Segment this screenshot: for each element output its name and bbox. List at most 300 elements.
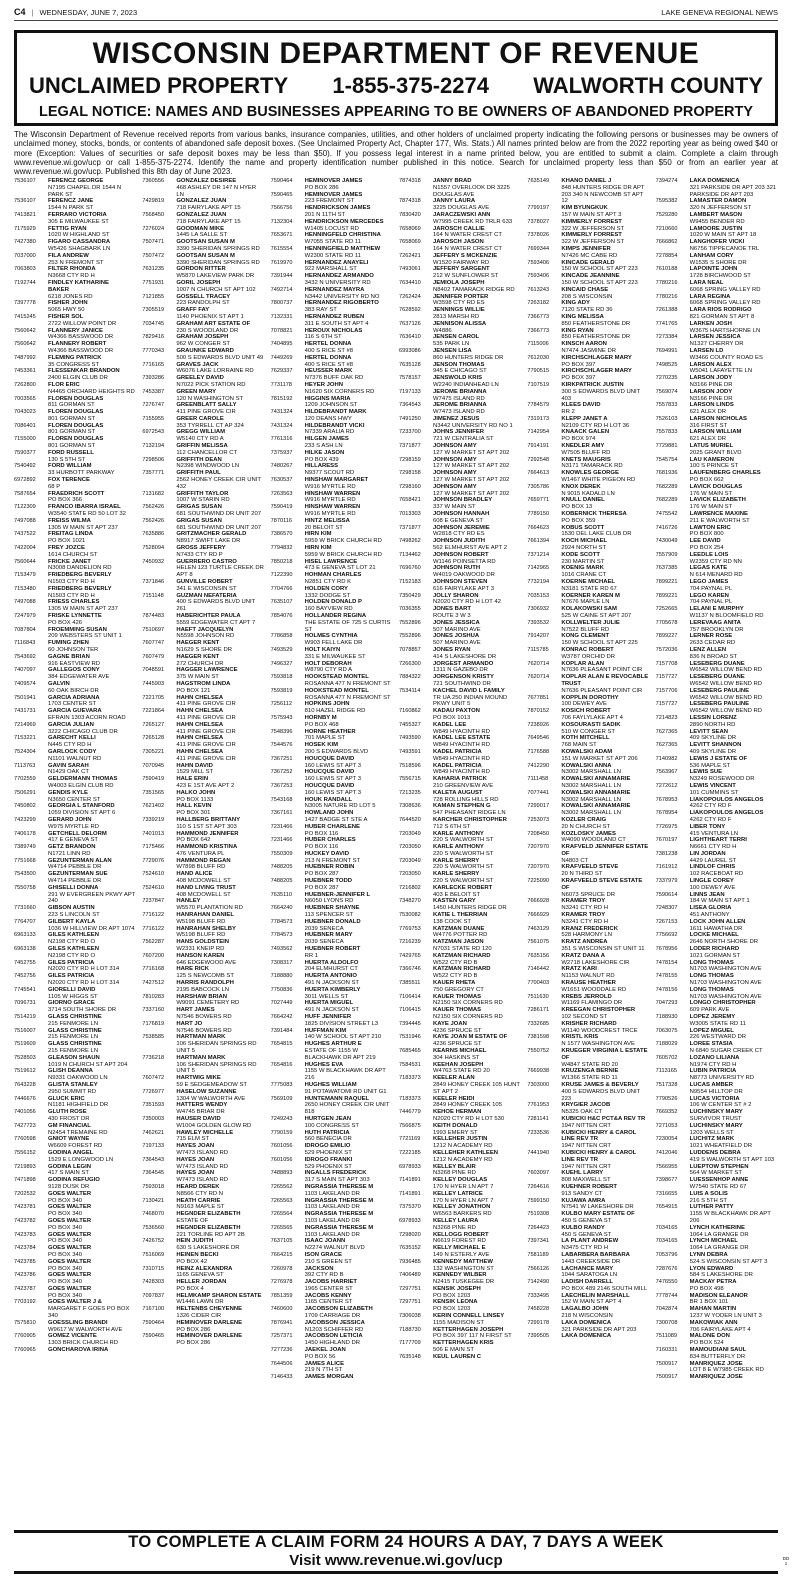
property-id: 7595382: [655, 198, 678, 205]
listing-entry: [527, 1021, 649, 1035]
owner-address: PO BOX 974: [561, 436, 596, 443]
listing-column: [656, 178, 778, 1530]
property-id: 7593018: [142, 1183, 165, 1190]
property-id: 7460600: [270, 1306, 293, 1313]
owner-address: 547 PHEASANT RIDGE LN: [433, 810, 506, 817]
listing-entry: [271, 545, 393, 559]
owner-name: HUNTEMANN RAQUEL: [304, 1095, 370, 1102]
owner-name: GARCIA GUEVARA: [48, 708, 102, 715]
listing-column: [527, 178, 649, 1530]
owner-name: GRIFFITH PAUL: [176, 470, 221, 477]
owner-name: GIORELLI DAVID: [48, 986, 96, 993]
owner-name: LESEBERG DUANE: [689, 674, 745, 681]
property-id: 7507471: [142, 239, 165, 246]
listing-entry: [271, 797, 393, 811]
owner-address: 1103 LAKELAND DR: [304, 1190, 360, 1197]
owner-name: HUGHES EVA: [304, 1061, 344, 1068]
owner-name: FREITAG LINDA: [48, 531, 94, 538]
listing-entry: [527, 287, 649, 301]
owner-name: LEGO JAMES: [689, 579, 729, 586]
listing-entry: [14, 266, 136, 280]
listing-entry: [142, 1198, 264, 1212]
property-id: 7635156: [527, 952, 550, 959]
property-id: 7666928: [527, 898, 550, 905]
listing-entry: [527, 1130, 649, 1150]
property-id: 7264616: [527, 1183, 550, 1190]
listing-entry: [271, 599, 393, 613]
listing-entry: [399, 708, 521, 722]
property-id: 7107519: [527, 381, 550, 388]
owner-name: KNULL DANIEL: [561, 497, 605, 504]
owner-address: W2718 LAKESHORE CIR: [561, 959, 630, 966]
owner-address: 836 N BROAD ST: [689, 653, 738, 660]
property-id: 7381598: [527, 1034, 550, 1041]
owner-name: KOBUS SCOTT: [561, 524, 605, 531]
owner-address: PO BOX 340: [48, 1251, 83, 1258]
owner-name: KINCAID CHASE: [561, 286, 609, 293]
listing-entry: [271, 178, 393, 192]
listing-entry: [142, 198, 264, 212]
owner-name: GREEN MARY: [176, 388, 217, 395]
listing-entry: [656, 552, 778, 566]
owner-address: 2400 ELGIN CLUB DR: [48, 375, 108, 382]
property-id: 7142490: [527, 1279, 550, 1286]
owner-address: 506 E MAIN ST: [433, 1347, 474, 1354]
property-id: 7729076: [142, 857, 165, 864]
owner-name: HAHN CHELSEA: [176, 708, 224, 715]
owner-address: 322 W JEFFERSON ST: [561, 239, 625, 246]
property-id: 7367253: [270, 782, 293, 789]
listing-entry: [527, 402, 649, 416]
property-id: 7635152: [399, 1245, 421, 1252]
listing-entry: [656, 647, 778, 661]
listing-entry: [527, 1034, 649, 1048]
owner-address: 6068 SPRING VALLEY RD: [689, 286, 761, 293]
owner-name: KREBS JERROLD: [561, 993, 612, 1000]
owner-name: KNOX DEREK: [561, 483, 601, 490]
owner-address: 400 S RICE ST #8: [304, 347, 354, 354]
owner-name: JOHNSON BRADLEY: [433, 497, 493, 504]
property-id: 7350003: [142, 1115, 165, 1122]
property-id: 7222185: [399, 1149, 421, 1156]
owner-address: 106 W CENTER ST # 2: [689, 1102, 752, 1109]
listing-entry: [271, 273, 393, 287]
listing-entry: [271, 715, 393, 729]
owner-name: KRANZ FREDERICK: [561, 925, 618, 932]
owner-address: PO BOX 340: [48, 1211, 83, 1218]
owner-address: 564 W MARKET ST: [689, 1170, 742, 1177]
listing-entry: [14, 491, 136, 505]
owner-address: 945 E CHICAGO ST: [433, 368, 487, 375]
listing-entry: [399, 776, 521, 790]
owner-name: FERRARO VICTORIA: [48, 211, 107, 218]
owner-address: W3466 COUNTY ROAD ES: [689, 354, 763, 361]
property-id: 7292548: [527, 456, 550, 463]
owner-address: 1165 CENTER ST: [304, 1299, 353, 1306]
page-folio: C4 | WEDNESDAY, JUNE 7, 2023 LAKE GENEVA REGIONAL NEWS: [14, 7, 778, 17]
listing-entry: [656, 1164, 778, 1178]
owner-address: PO BOX 287: [304, 871, 339, 878]
owner-name: KOZLOSKY JAMES: [561, 830, 616, 837]
property-id: 7914207: [527, 633, 550, 640]
owner-name: GREER CAROLE: [176, 415, 224, 422]
property-id: 7132331: [270, 313, 293, 320]
listing-entry: [142, 348, 264, 362]
listing-entry: [271, 436, 393, 450]
listing-entry: [656, 294, 778, 308]
owner-address: 1155 MADISON ST: [433, 1319, 484, 1326]
property-id: 7664242: [270, 1014, 293, 1021]
owner-name: HENDRICKSON JAMES: [304, 205, 371, 212]
property-id: 7487992: [14, 354, 36, 361]
owner-name: LAUFENBERG CHARLES: [689, 470, 761, 477]
property-id: 7569109: [270, 1095, 293, 1102]
owner-address: PO BOX 42: [176, 1258, 208, 1265]
owner-name: HEARD DEREK: [176, 1183, 220, 1190]
listing-entry: [271, 756, 393, 770]
owner-address: ROUTE 3 W 3: [433, 613, 471, 619]
owner-name: GONZALEZ JUAN: [176, 198, 227, 205]
property-id: 7649546: [527, 735, 550, 742]
listing-entry: [271, 1333, 393, 1347]
owner-address: W903 FELL LAKE DR: [304, 640, 363, 647]
owner-name: KADEL PATRICIA: [433, 762, 482, 769]
owner-address: 1021 WHEATFIELD DR: [689, 1143, 753, 1150]
property-id: 7731660: [14, 905, 36, 912]
owner-name: KNEDLER AMY: [561, 443, 605, 450]
owner-address: PO BOX 287: [304, 884, 339, 891]
owner-address: 1105 W HIGGS ST: [48, 993, 98, 1000]
owner-address: 1305 W MAIN ST APT 237: [48, 524, 118, 531]
owner-name: LANHAM CORY: [689, 252, 734, 259]
property-id: 7429765: [399, 952, 421, 959]
owner-name: JEFFERY SARGENT: [433, 266, 490, 273]
owner-name: JAMES ALICE: [304, 1360, 345, 1367]
listing-entry: [271, 674, 393, 688]
owner-name: FUMING ZHEN: [48, 640, 89, 647]
listing-entry: [399, 858, 521, 872]
property-id: 7431731: [14, 708, 36, 715]
owner-name: LARSON ALEX: [689, 361, 732, 368]
owner-name: HAGGER LAWRENCE: [176, 667, 238, 674]
listing-entry: [271, 1130, 393, 1144]
property-id: 7350429: [399, 592, 421, 599]
property-id: 7437522: [14, 531, 36, 538]
owner-address: 1103 LAKELAND DR: [304, 1217, 360, 1224]
owner-name: HANRAHAN SHELBY: [176, 925, 236, 932]
owner-address: 810 HAZEL RIDGE RD: [304, 708, 366, 715]
owner-address: 525 W CAINE ST APT 207: [561, 613, 632, 619]
listing-entry: [399, 939, 521, 953]
owner-address: 430 FROST DR: [48, 1115, 90, 1122]
owner-address: PO BOX 366: [48, 497, 83, 504]
property-id: 7453361: [14, 368, 36, 375]
property-id: 7366773: [527, 327, 550, 334]
owner-address: PO BOX 116: [304, 844, 339, 851]
listing-entry: [271, 932, 393, 946]
owner-name: MAKOWIAK ANN: [689, 1319, 738, 1326]
owner-name: KOPLAR ALAN E REVOCABLE TRUST: [561, 674, 649, 687]
property-id: 7784579: [527, 402, 550, 409]
listing-entry: [656, 1068, 778, 1082]
owner-name: GALVIN: [48, 680, 70, 687]
owner-address: 176 W MAIN ST: [689, 504, 733, 511]
listing-entry: [527, 565, 649, 579]
listing-entry: [399, 294, 521, 308]
owner-address: 718 FAIRYLAKE APT 15: [176, 205, 241, 212]
property-id: 7756692: [655, 932, 678, 939]
listing-entry: [527, 511, 649, 525]
listings-grid: [14, 178, 778, 1530]
owner-address: 1445 LA SALLE ST: [176, 232, 228, 239]
property-id: 7306038: [399, 1313, 421, 1320]
listing-entry: [271, 1252, 393, 1266]
owner-address: 834 BUTTERFLY DR: [689, 1353, 746, 1360]
owner-name: HATTERS WENDY: [176, 1102, 228, 1109]
owner-address: N2150 SIX CORNERS RD: [433, 1014, 503, 1021]
property-id: 7142954: [527, 429, 550, 436]
owner-name: GARLOCK CODY: [48, 748, 97, 755]
property-id: 7524304: [14, 748, 36, 755]
owner-address: 216 S 5TH ST: [689, 1197, 727, 1204]
property-id: 7276024: [142, 225, 165, 232]
owner-address: 351 S WISCONSIN ST UNIT 11: [561, 946, 645, 953]
listing-entry: [142, 1075, 264, 1089]
owner-address: N 6840 SUGAR CREEK CT: [689, 1048, 763, 1054]
property-id: 7899221: [655, 592, 678, 599]
owner-address: 1036 W HILLVIEW DR APT 1074: [48, 925, 135, 932]
owner-name: IDROGO EMILIO: [304, 1143, 351, 1150]
property-id: 7404895: [270, 341, 293, 348]
property-id: 7786858: [270, 633, 293, 640]
listing-entry: [142, 763, 264, 777]
property-id: 7498525: [655, 361, 678, 368]
listing-entry: [399, 1218, 521, 1232]
property-id: 7047293: [655, 1000, 678, 1007]
property-id: 7192744: [14, 279, 36, 286]
property-id: 7716122: [142, 925, 165, 932]
owner-address: N2198 CTY RD O: [48, 952, 96, 959]
owner-address: N9163 MAPLE ST: [176, 1204, 225, 1211]
property-id: 7153479: [14, 572, 36, 579]
owner-address: 1140 PHOENIX ST APT 1: [176, 313, 244, 320]
property-id: 7409574: [14, 680, 36, 687]
owner-name: JOHNSON AMY: [433, 470, 477, 477]
owner-name: JOHNSON AMY: [433, 443, 477, 450]
owner-address: PO BOX 397 117 N FIRST ST: [433, 1333, 512, 1340]
property-id: 7506291: [14, 789, 36, 796]
property-id: 7153480: [14, 585, 36, 592]
listing-entry: [142, 1225, 264, 1239]
owner-name: GOODMAN MIKE: [176, 225, 225, 232]
property-id: 7306932: [527, 606, 550, 613]
owner-name: LYON EDWARD: [689, 1265, 734, 1272]
listing-entry: [14, 708, 136, 722]
owner-address: 102 SECOND ST: [561, 1014, 608, 1021]
listing-entry: [271, 633, 393, 647]
owner-address: 321 PARKSIDE DR APT 203: [561, 1326, 637, 1333]
owner-name: HAMMOND REGAN: [176, 857, 231, 864]
owner-address: PO BOX 4: [176, 1285, 204, 1292]
property-id: 7729881: [655, 443, 678, 450]
owner-address: 701 MAPLE ST: [304, 735, 346, 742]
owner-name: GOES WALTER: [48, 1285, 92, 1292]
property-id: 7176819: [142, 1020, 165, 1027]
owner-address: 476 VENTURA PL: [176, 850, 225, 857]
property-id: 7716165: [142, 361, 165, 368]
listing-entry: [527, 525, 649, 539]
property-id: 7784573: [270, 932, 293, 939]
property-id: 7043023: [14, 409, 36, 416]
owner-address: 337 W MAIN ST: [433, 504, 476, 511]
listing-entry: [656, 960, 778, 974]
listing-entry: [14, 341, 136, 355]
owner-name: JENSEN CAROL: [433, 334, 480, 341]
property-id: 7658069: [399, 239, 421, 246]
owner-address: W4366 BASSWOOD DR: [48, 347, 114, 354]
property-id: 7543500: [14, 871, 36, 878]
owner-address: 304 HASKINS ST: [433, 1054, 480, 1061]
owner-address: 721 W CENTRALIA ST: [433, 436, 494, 443]
owner-name: KELLEY LATRICE: [433, 1190, 483, 1197]
listing-entry: [14, 572, 136, 586]
owner-address: 1007 N CHURCH ST APT 102: [176, 286, 256, 293]
owner-address: 3225 DOUGLAS AVE: [433, 205, 490, 212]
owner-name: KATZMAN RICHARD: [433, 952, 491, 959]
property-id: 7669352: [655, 1109, 678, 1116]
listing-entry: [527, 579, 649, 593]
listing-entry: [656, 756, 778, 770]
owner-address: SURVIVOR TRUST: [689, 1115, 742, 1122]
property-id: 7300708: [655, 1319, 678, 1326]
owner-name: HENDRICKSON MERCEDES: [304, 218, 384, 225]
property-id: 7337979: [655, 878, 678, 885]
listing-entry: [142, 1089, 264, 1103]
owner-address: 507 MARINO AVE: [433, 640, 481, 647]
listing-entry: [14, 973, 136, 987]
property-id: 7298159: [399, 456, 421, 463]
listing-entry: [14, 450, 136, 464]
owner-address: N1429 OAK CT: [48, 769, 89, 776]
owner-address: W849 HYACINTH RD: [433, 728, 490, 735]
property-id: 7552896: [399, 633, 421, 640]
property-id: 7621402: [142, 803, 165, 810]
property-id: 7590465: [270, 191, 293, 198]
owner-address: 6218 JONES RD: [48, 293, 93, 300]
owner-address: 59 E SEDGEMEADOW ST: [176, 1081, 248, 1088]
property-id: 7303000: [527, 1081, 550, 1088]
owner-name: HAEGER KENT: [176, 653, 220, 660]
owner-name: FRICKE JANET: [48, 558, 91, 565]
listing-entry: [14, 905, 136, 919]
listing-entry: [142, 362, 264, 376]
property-id: 7207970: [527, 864, 550, 871]
listing-entry: [527, 497, 649, 511]
owner-name: GEZUNTERMAN ALAN: [48, 857, 112, 864]
listing-entry: [656, 307, 778, 321]
owner-name: JANNY LAURA: [433, 198, 476, 205]
owner-name: LUIS A SOLIS: [689, 1190, 728, 1197]
owner-name: LYNN DEBRA: [689, 1251, 728, 1258]
property-id: 7445903: [142, 680, 165, 687]
property-id: 7378027: [527, 218, 550, 225]
listing-entry: [142, 1170, 264, 1184]
owner-address: W6609 FOREST RD: [48, 1143, 103, 1150]
owner-address: 491 N JACKSON ST: [304, 980, 359, 987]
owner-name: HERNANDEZ MAYRA: [304, 286, 365, 293]
owner-address: N3166 PINE DR: [689, 395, 733, 402]
owner-name: FLOREN DOUGLAS: [48, 436, 104, 443]
owner-name: HASELOW SUZANNE: [176, 1088, 237, 1095]
listing-entry: [271, 878, 393, 892]
listing-entry: [399, 1164, 521, 1178]
listing-column: [271, 178, 393, 1530]
listing-entry: [656, 1000, 778, 1014]
owner-name: FLOR ERIC: [48, 381, 80, 388]
property-id: 7562426: [142, 517, 165, 524]
owner-address: 750 GREGORY CT: [433, 986, 484, 993]
listing-entry: [399, 280, 521, 294]
owner-name: HALE ERIN: [176, 776, 209, 783]
owner-address: PO BOX 340: [48, 1197, 83, 1204]
listing-entry: [142, 803, 264, 817]
owner-address: 164 N WATER CREST CT: [433, 245, 502, 252]
owner-address: 417 E GENEVA ST: [48, 837, 98, 844]
property-id: 7761953: [527, 1102, 550, 1109]
property-id: 7601056: [270, 1143, 293, 1150]
property-id: 7635128: [399, 361, 421, 368]
owner-address: W3598 CTY RD ES: [433, 300, 485, 307]
owner-address: N1203 SCHIFFER RD: [304, 1326, 364, 1333]
owner-name: LIGHTHEART TERRI: [689, 837, 747, 844]
owner-name: HINSHAW WARREN: [304, 490, 361, 497]
owner-name: KRAFVEELD STEVE: [561, 864, 619, 871]
owner-address: 223 S LINCOLN ST: [48, 912, 100, 919]
property-id: 6972892: [14, 477, 36, 484]
owner-name: KOSICH ROBERT: [561, 708, 611, 715]
property-id: 7562426: [142, 504, 165, 511]
owner-address: LOT 8 E W7985 CREEK RD: [689, 1367, 764, 1374]
owner-name: HERTEL DONNA: [304, 341, 352, 348]
owner-address: N2020 CTY RD H LOT 314: [48, 980, 120, 987]
owner-name: JOHNSON AMY: [433, 483, 477, 490]
owner-name: HEINEN BECKI: [176, 1251, 219, 1258]
owner-address: PO BOX 286: [176, 1340, 211, 1347]
owner-address: 411 PINE GROVE CIR: [176, 728, 236, 735]
listing-entry: [527, 926, 649, 940]
listing-entry: [14, 1109, 136, 1123]
owner-address: W1169 FLAMINGO DR: [561, 1000, 623, 1007]
owner-name: LEGO KAREN: [689, 592, 729, 599]
property-id: 7694991: [655, 347, 678, 354]
property-id: 7253073: [527, 816, 550, 823]
property-id: 7450932: [142, 558, 165, 565]
listing-entry: [527, 1279, 649, 1293]
property-id: 7914191: [527, 443, 550, 450]
owner-name: KEEHAN JOSEPH: [433, 1061, 484, 1068]
listing-entry: [271, 246, 393, 260]
owner-address: 110 S 1ST ST APT 303: [176, 823, 237, 830]
listing-entry: [271, 382, 393, 396]
property-id: 7488893: [270, 1170, 293, 1177]
owner-name: GLEASON SHAUN: [48, 1054, 100, 1061]
listing-entry: [399, 953, 521, 967]
listing-entry: [527, 1225, 649, 1239]
property-id: 7155955: [142, 415, 165, 422]
listing-entry: [271, 960, 393, 974]
listing-entry: [14, 1164, 136, 1178]
owner-address: 213 N FREMONT ST: [304, 857, 361, 864]
